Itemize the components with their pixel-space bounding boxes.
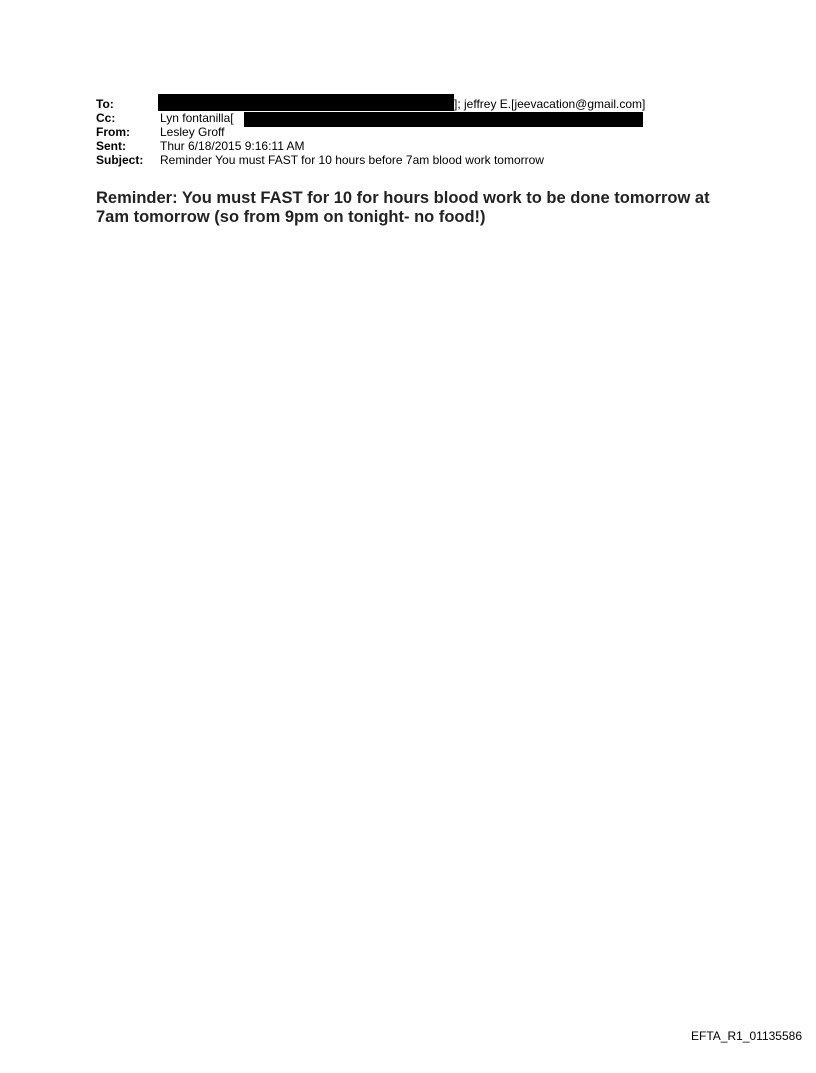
cc-label: Cc: bbox=[96, 111, 116, 125]
from-row bbox=[96, 125, 736, 139]
email-header bbox=[96, 97, 736, 167]
subject-value: Reminder You must FAST for 10 hours before 7am blood work tomorrow bbox=[160, 153, 544, 167]
subject-label: Subject: bbox=[96, 153, 144, 167]
from-label: From: bbox=[96, 125, 130, 139]
sent-row bbox=[96, 139, 736, 153]
email-body: Reminder: You must FAST for 10 for hours blood work to be done tomorrow at 7am tomorrow (so from 9pm on tonight- no food!) bbox=[96, 189, 710, 226]
subject-row bbox=[96, 153, 736, 167]
sent-value: Thur 6/18/2015 9:16:11 AM bbox=[160, 139, 305, 153]
cc-row bbox=[96, 111, 736, 125]
to-redaction-box bbox=[158, 94, 454, 111]
sent-label: Sent: bbox=[96, 139, 126, 153]
cc-value: Lyn fontanilla[ bbox=[160, 111, 234, 125]
to-row bbox=[96, 97, 736, 111]
to-label: To: bbox=[96, 97, 114, 111]
from-value: Lesley Groff bbox=[160, 125, 225, 139]
document-id: EFTA_R1_01135586 bbox=[691, 1029, 802, 1043]
to-value: ]; jeffrey E.[jeevacation@gmail.com] bbox=[454, 97, 646, 111]
